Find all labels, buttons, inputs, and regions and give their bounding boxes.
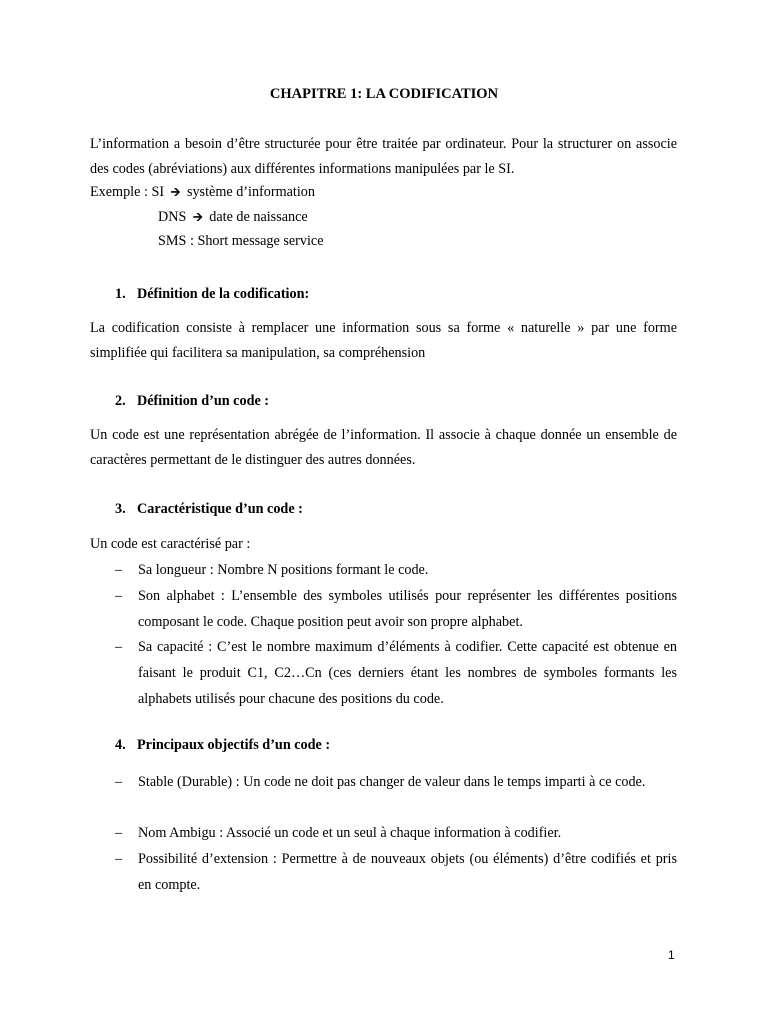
page-number: 1 [668,948,675,962]
list-item [115,583,677,635]
section-1-paragraph: La codification consiste à remplacer une information sous sa forme « naturelle » par une forme simplifiée qui facilitera sa manipulation, sa compréhension [90,320,677,361]
section-title: Principaux objectifs d’un code : [137,737,331,753]
example-code: SI [151,184,165,200]
list-item-text: Son alphabet : L’ensemble des symboles utilisés pour représenter les différentes positions composant le code. Chaque position peut avoir son propre alphabet. [138,588,677,630]
list-item-text: Sa longueur : Nombre N positions formant le code. [138,562,429,578]
list-item-text: Sa capacité : C’est le nombre maximum d’éléments à codifier. Cette capacité est obtenue en faisant le produit C1, C2…Cn (ces derniers étant les nombres de symboles formants les alphabets utilisés pour chacune des positions du code. [138,639,677,707]
example-line-2 [158,208,308,229]
list-item-text: Nom Ambigu : Associé un code et un seul à chaque information à codifier. [138,825,562,841]
list-item [115,557,677,583]
dash-bullet: – [115,774,123,790]
section-heading-4 [115,737,330,754]
example-meaning: date de naissance [209,209,308,225]
list-item [115,820,677,846]
example-line-1 [90,183,315,204]
section-title: Caractéristique d’un code : [137,501,303,517]
section-heading-2 [115,393,269,410]
example-code: SMS [158,233,187,249]
list-item [115,769,677,795]
list-item-text: Stable (Durable) : Un code ne doit pas changer de valeur dans le temps imparti à ce code. [138,774,646,790]
list-item [115,846,677,898]
intro-paragraph: L’information a besoin d’être structurée pour être traitée par ordinateur. Pour la structurer on associe des codes (abréviations) aux différentes informations manipulées par le SI. [90,136,677,177]
section-number: 3. [115,501,126,517]
section-number: 4. [115,737,126,753]
example-label: Exemple : [90,184,148,200]
list-item [115,634,677,712]
example-meaning: système d’information [186,184,315,200]
dash-bullet: – [115,562,123,578]
section-heading-1 [115,286,309,303]
example-line-3 [158,233,324,250]
dash-bullet: – [115,851,123,867]
section-3-intro: Un code est caractérisé par : [90,536,251,552]
list-item-text: Possibilité d’extension : Permettre à de nouveaux objets (ou éléments) d’être codifiés et pris en compte. [138,851,677,893]
section-title: Définition d’un code : [137,393,270,409]
example-meaning: Short message service [197,233,324,249]
example-separator: : [189,233,194,249]
section-number: 1. [115,286,126,302]
arrow-icon: 🡪 [170,185,181,199]
section-title: Définition de la codification: [137,286,310,302]
dash-bullet: – [115,588,123,604]
section-heading-3 [115,501,303,518]
section-number: 2. [115,393,126,409]
dash-bullet: – [115,825,123,841]
example-code: DNS [158,209,187,225]
chapter-title: CHAPITRE 1: LA CODIFICATION [269,86,499,102]
section-2-paragraph: Un code est une représentation abrégée de l’information. Il associe à chaque donnée un ensemble de caractères permettant de le distinguer des autres données. [90,427,677,468]
arrow-icon: 🡪 [192,210,203,224]
dash-bullet: – [115,639,123,655]
